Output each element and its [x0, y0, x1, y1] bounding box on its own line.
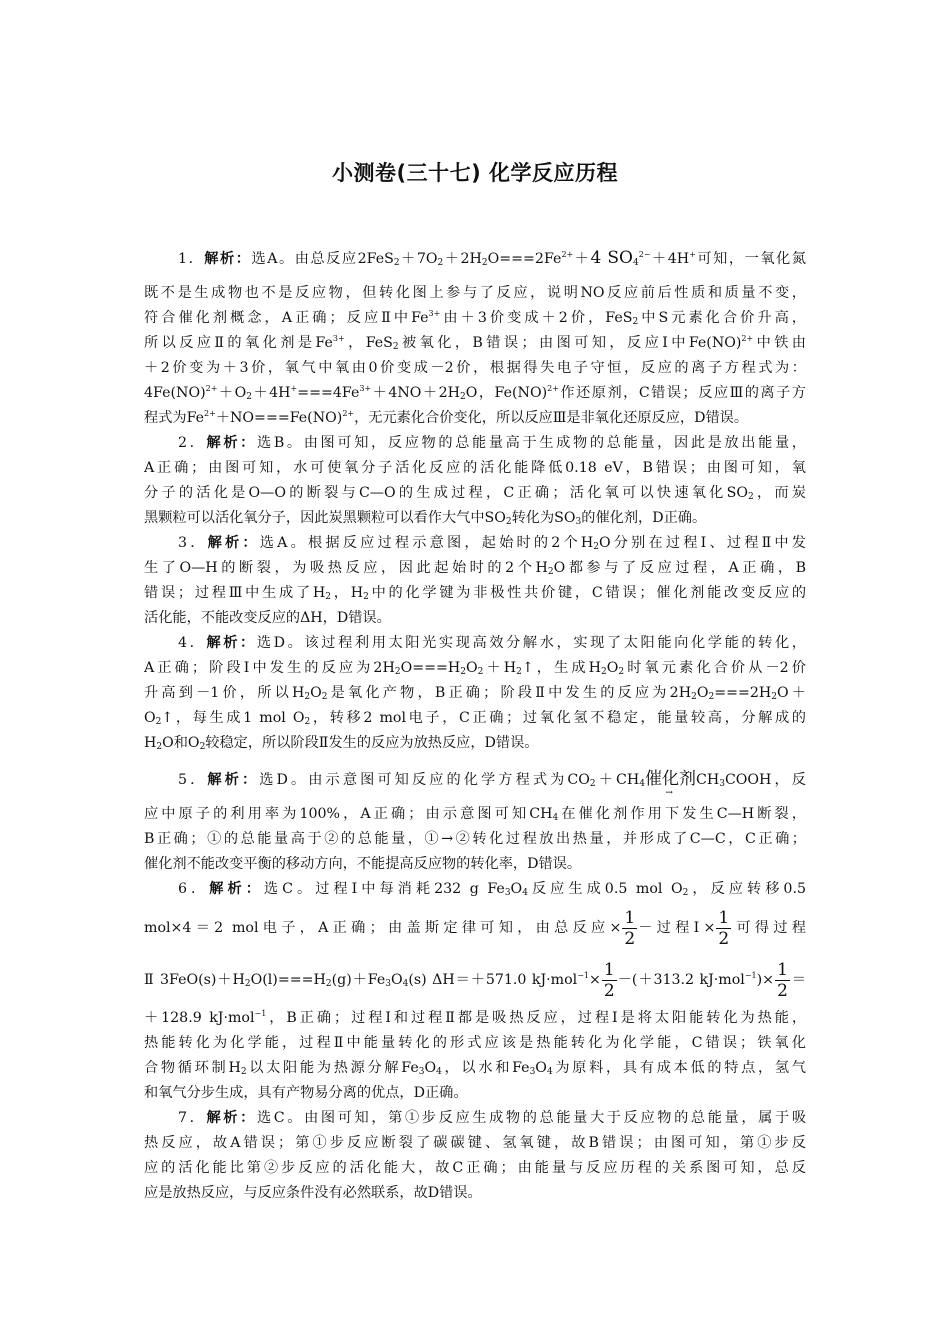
answer-paragraph-6 [144, 877, 806, 1106]
answer-line: ＋2价变为＋3价，氧气中氧由0价变成－2价，根据得失电子守恒，反应的离子方程式为： [144, 360, 806, 376]
answer-line: 黑颗粒可以活化氧分子，因此炭黑颗粒可以看作大气中$SO_2$转化为$SO_3$的催化剂，D正确。 [144, 510, 707, 527]
answer-content [144, 235, 806, 1206]
answer-paragraph-5 [144, 756, 806, 877]
answer-line: 活化能，不能改变反应的ΔH，D错误。 [144, 610, 391, 626]
answer-line: Ⅱ $3FeO(s)+H_2O(l)===H_2(g)+Fe_3O_4(s)$ ΔH＝＋571.0 kJ·mol$^{-1}$× $\frac{1}{2}$ －(＋313.2 kJ·mol$^{-1}$)× $\frac{1}{2}$ ＝ [144, 959, 806, 1001]
answer-line: 热能转化为化学能，过程Ⅱ中能量转化的形式应该是热能转化为化学能，C错误；铁氧化 [144, 1035, 806, 1051]
question-number: 6． [178, 881, 210, 897]
answer-line: 合物循环制$H_2$以太阳能为热源分解$Fe_3O_4$，以水和$Fe_3O_4$为原料，具有成本低的特点，氢气 [144, 1060, 806, 1077]
answer-line: 既不是生成物也不是反应物，但转化图上参与了反应，说明NO反应前后性质和质量不变， [144, 285, 806, 301]
analysis-label: 解析： [207, 535, 260, 551]
analysis-label: 解析： [206, 1110, 257, 1126]
answer-line: 和氧气分步生成，具有产物易分离的优点，D正确。 [144, 1085, 468, 1101]
answer-line: A正确；阶段Ⅰ中发生的反应为$2H_2O===H_2O_2+H_2↑$，生成$H_2O_2$时氧元素化合价从－2价 [144, 660, 806, 677]
question-number: 2． [178, 435, 207, 451]
answer-line: 7．解析：选C。由图可知，第①步反应生成物的总能量大于反应物的总能量，属于吸 [178, 1110, 806, 1126]
answer-line: 生了O—H的断裂，为吸热反应，因此起始时的2个$H_2O$都参与了反应过程，A正确，B [144, 560, 806, 577]
analysis-label: 解析： [206, 435, 257, 451]
answer-line: ＋128.9 kJ·mol$^{-1}$，B正确；过程Ⅰ和过程Ⅱ都是吸热反应，过程Ⅰ是将太阳能转化为热能， [144, 1009, 806, 1026]
answer-line: A正确；由图可知，水可使氧分子活化反应的活化能降低0.18 eV，B错误；由图可知，氧 [144, 460, 806, 476]
analysis-label: 解析： [204, 251, 252, 267]
answer-paragraph-3 [144, 531, 806, 631]
answer-line: $O_2↑$，每生成1 mol $O_2$，转移2 mol电子，C正确；过氧化氢不稳定，能量较高，分解成的 [144, 710, 806, 727]
answer-line: 2．解析：选B。由图可知，反应物的总能量高于生成物的总能量，因此是放出能量， [178, 435, 806, 451]
answer-line: $4Fe(NO)^{2+}+O_2+4H^+===4Fe^{3+}+4NO+2H_2O$，Fe(NO)$^{2+}$作还原剂，C错误；反应Ⅲ的离子方 [144, 384, 806, 402]
answer-line: 6．解析：选C。过程Ⅰ中每消耗232 g $Fe_3O_4$反应生成0.5 mol $O_2$，反应转移0.5 [178, 881, 806, 898]
answer-line: 应是放热反应，与反应条件没有必然联系，故D错误。 [144, 1185, 482, 1201]
question-number: 3． [178, 535, 208, 551]
question-number: 5． [178, 772, 208, 788]
analysis-label: 解析： [207, 772, 260, 788]
answer-line: 热反应，故A错误；第①步反应断裂了碳碳键、氢氧键，故B错误；由图可知，第①步反 [144, 1135, 806, 1151]
answer-paragraph-4 [144, 631, 806, 756]
answer-line: 升高到－1价，所以$H_2O_2$是氧化产物，B正确；阶段Ⅱ中发生的反应为$2H_2O_2===2H_2O+$ [144, 685, 806, 702]
answer-line: 错误；过程Ⅲ中生成了$H_2$，$H_2$中的化学键为非极性共价键，C错误；催化剂能改变反应的 [144, 585, 806, 602]
answer-line: $H_2O$和$O_2$较稳定，所以阶段Ⅱ发生的反应为放热反应，D错误。 [144, 735, 539, 752]
answer-line: 1．解析：选A。由总反应$2FeS_2+7O_2+2H_2O===2Fe^{2+}+4$ $SO_4^{2-}+4H^+$可知，一氧化氮 [178, 248, 806, 268]
question-number: 1． [178, 251, 205, 267]
answer-line: B正确；①的总能量高于②的总能量，①→②转化过程放出热量，并形成了C—C，C正确； [144, 831, 806, 847]
answer-paragraph-7 [144, 1106, 806, 1206]
answer-line: 符合催化剂概念，A正确；反应Ⅱ中$Fe^{3+}$由＋3价变成＋2价，FeS$_2$中S元素化合价升高， [144, 309, 806, 327]
answer-paragraph-1 [144, 235, 806, 431]
analysis-label: 解析： [206, 635, 257, 651]
question-number: 4． [178, 635, 207, 651]
answer-line: 5．解析：选D。由示意图可知反应的化学方程式为$CO_2+CH_4$催化剂 → $CH_3COOH$，反 [178, 769, 806, 798]
answer-line: 3．解析：选A。根据反应过程示意图，起始时的2个$H_2O$分别在过程Ⅰ、过程Ⅱ中发 [178, 535, 806, 552]
answer-line: mol×4＝2 mol电子，A正确；由盖斯定律可知，由总反应× $\frac{1}{2}$ －过程Ⅰ× $\frac{1}{2}$ 可得过程 [144, 907, 806, 949]
answer-line: 4．解析：选D。该过程利用太阳光实现高效分解水，实现了太阳能向化学能的转化， [178, 635, 806, 651]
question-number: 7． [178, 1110, 207, 1126]
analysis-label: 解析： [209, 881, 264, 897]
page-title: 小测卷(三十七) 化学反应历程 [331, 161, 618, 185]
answer-line: 应中原子的利用率为100%，A正确；由示意图可知$CH_4$在催化剂作用下发生C—H断裂， [144, 806, 806, 823]
answer-line: 分子的活化是O—O的断裂与C—O的生成过程，C正确；活化氧可以快速氧化$SO_2$，而炭 [144, 485, 806, 502]
answer-line: 程式为$Fe^{2+}+NO===Fe(NO)^{2+}$，无元素化合价变化，所以反应Ⅲ是非氧化还原反应，D错误。 [144, 409, 749, 426]
answer-line: 应的活化能比第②步反应的活化能大，故C正确；由能量与反应历程的关系图可知，总反 [144, 1160, 806, 1176]
answer-line: 所以反应Ⅱ的氧化剂是$Fe^{3+}$，FeS$_2$被氧化，B错误；由图可知，反应Ⅰ中Fe(NO)$^{2+}$中铁由 [144, 334, 806, 352]
answer-paragraph-2 [144, 431, 806, 531]
answer-line: 催化剂不能改变平衡的移动方向，不能提高反应物的转化率，D错误。 [144, 856, 582, 872]
